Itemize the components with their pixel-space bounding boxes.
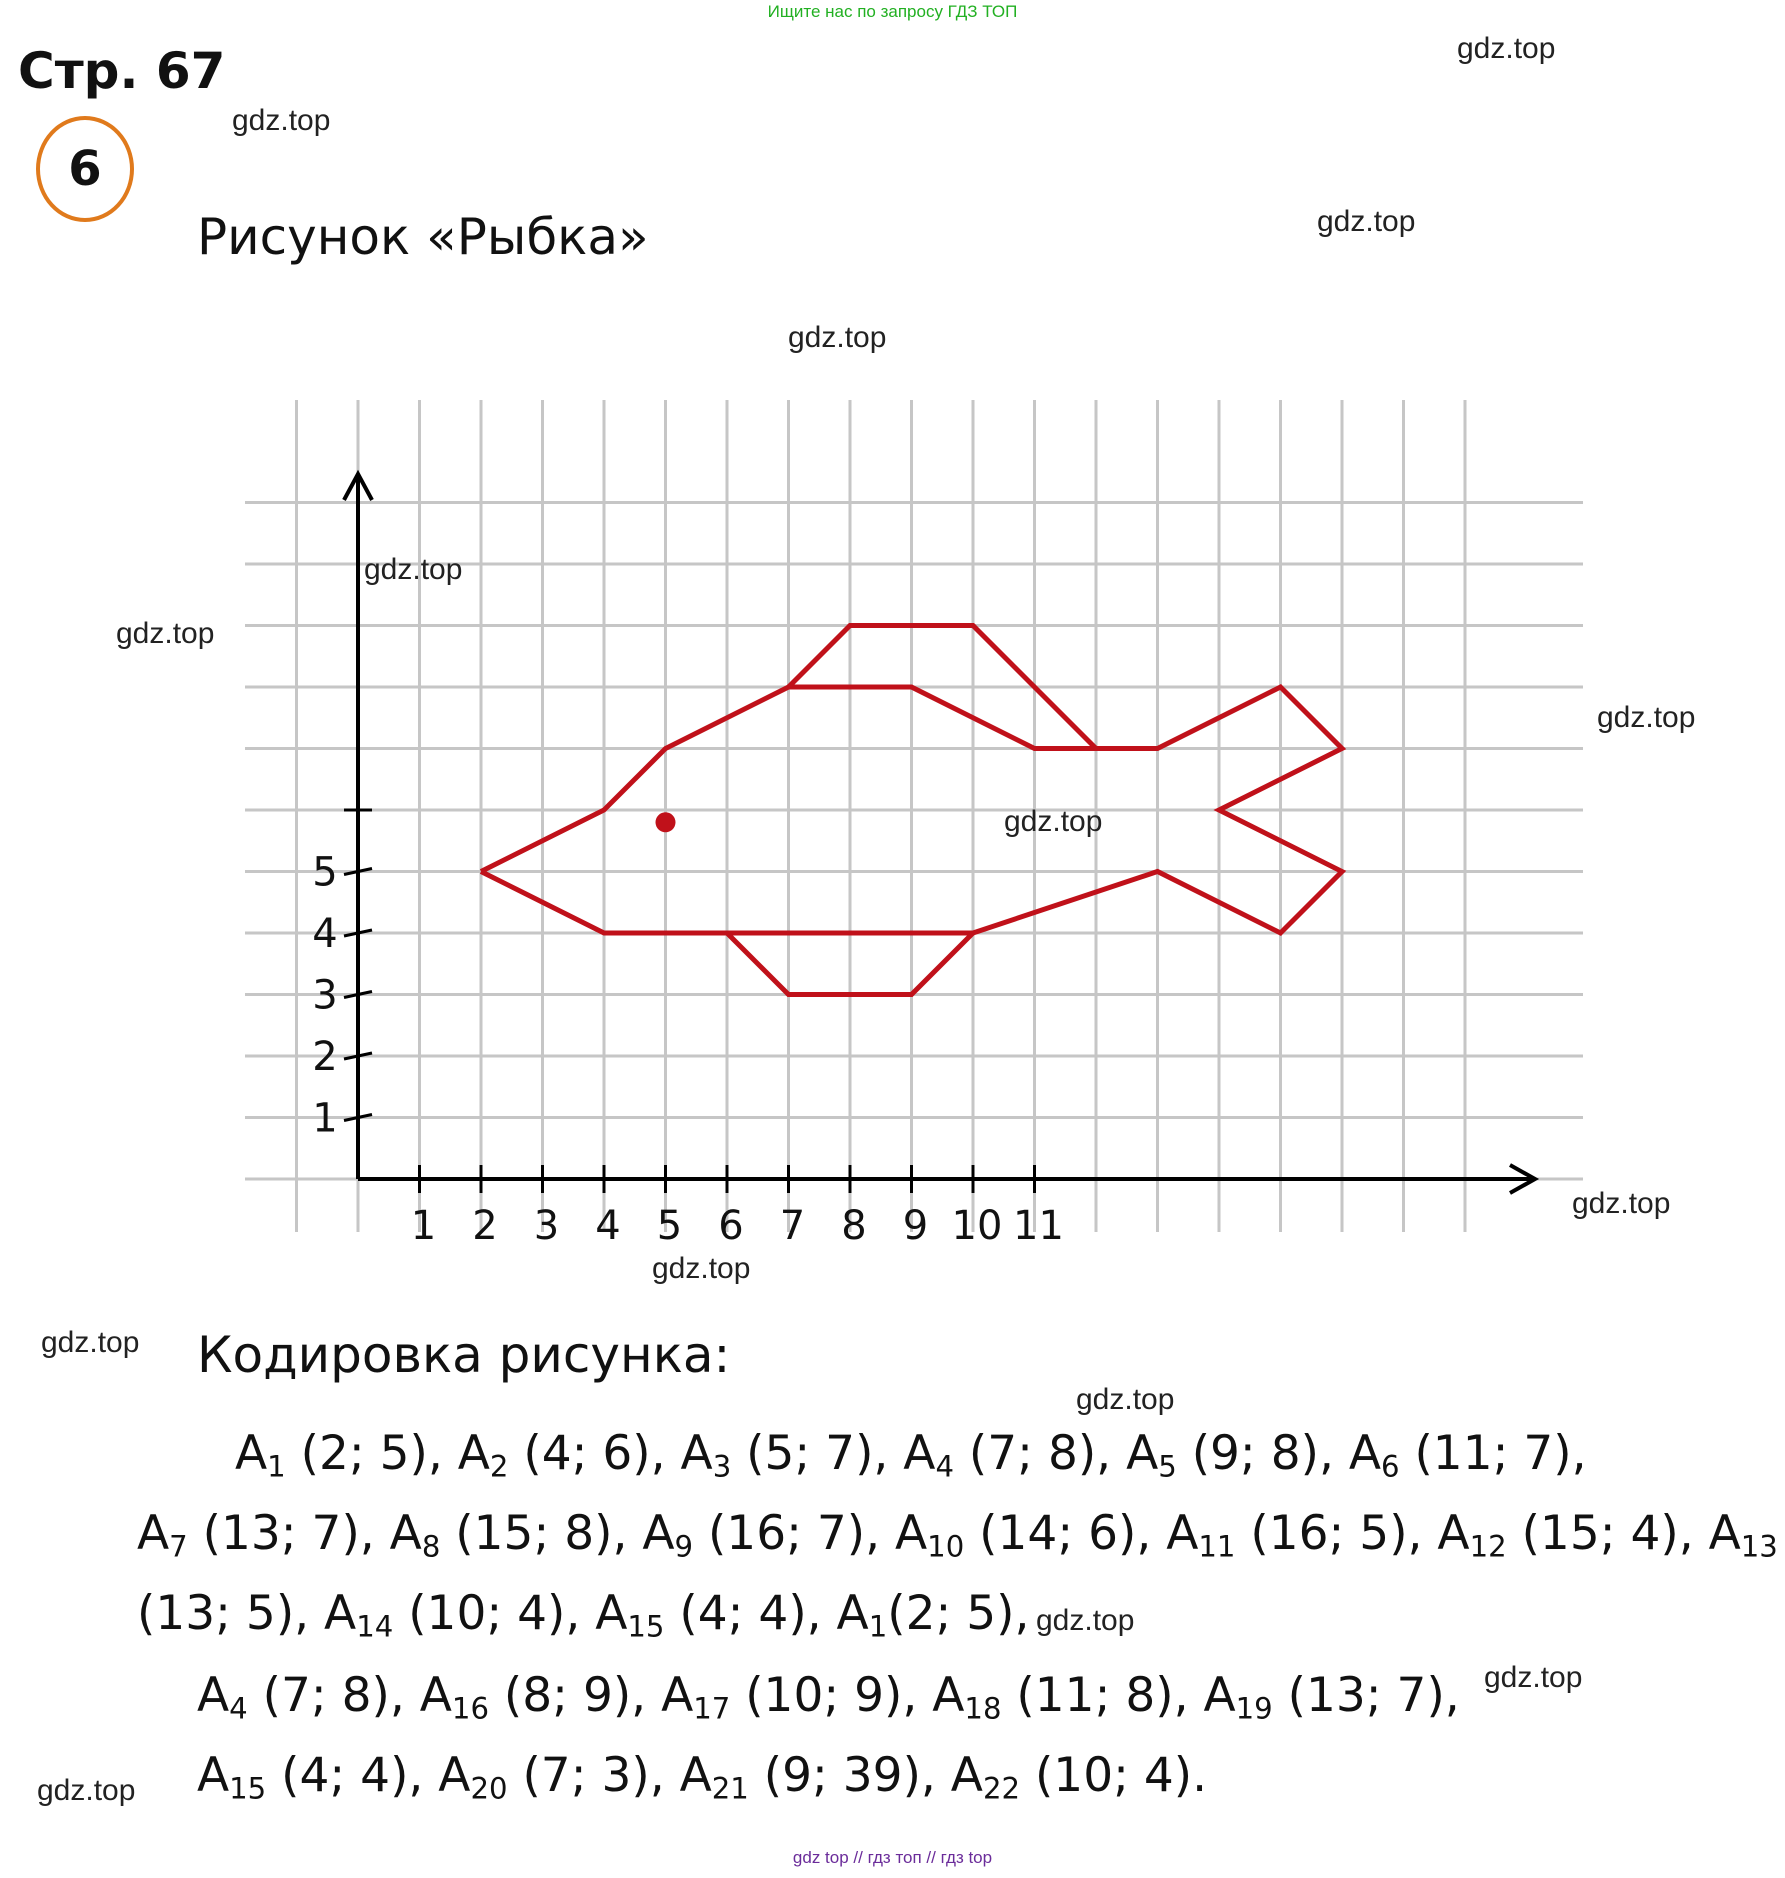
- point-code: $A_{13}$: [1708, 1506, 1778, 1564]
- point-code: $A_{14}$ (10; 4),: [324, 1586, 596, 1644]
- page-title: Стр. 67: [18, 42, 226, 100]
- point-code: $A_2$ (4; 6),: [457, 1426, 681, 1484]
- coding-line-4: [197, 1668, 1460, 1726]
- point-code: $A_3$ (5; 7),: [680, 1426, 904, 1484]
- y-tick-label: 2: [312, 1034, 338, 1080]
- watermark: gdz.top: [116, 617, 215, 650]
- axis-ticks: [312, 810, 1064, 1249]
- x-tick-label: 1: [410, 1203, 437, 1249]
- watermark: gdz.top: [1572, 1187, 1671, 1220]
- x-tick-label: 6: [718, 1203, 744, 1249]
- watermark: gdz.top: [232, 104, 331, 137]
- footer-banner: gdz top // гдз топ // гдз top: [792, 1848, 993, 1867]
- watermark: gdz.top: [1076, 1383, 1175, 1416]
- point-code: $A_1$ (2; 5),: [235, 1426, 458, 1484]
- watermark: gdz.top: [1484, 1661, 1583, 1694]
- point-code: $A_{11}$ (16; 5),: [1166, 1506, 1438, 1564]
- grid: [245, 400, 1583, 1232]
- y-tick-label: 5: [312, 849, 338, 896]
- point-code: $A_{17}$ (10; 9),: [661, 1668, 933, 1726]
- figure-title: Рисунок «Рыбка»: [197, 208, 649, 266]
- point-code: $A_8$ (15; 8),: [389, 1506, 643, 1564]
- y-tick-label: 3: [312, 972, 338, 1019]
- point-code: $A_7$ (13; 7),: [137, 1506, 390, 1564]
- point-code: $A_1(2$; 5),: [836, 1586, 1030, 1644]
- point-code: $A_{21}$ (9; 39),: [679, 1748, 951, 1806]
- task-number: 6: [68, 141, 102, 197]
- point-code: $A_{20}$ (7; 3),: [438, 1748, 680, 1806]
- point-code: $A_{16}$ (8; 9),: [419, 1668, 662, 1726]
- watermark: gdz.top: [364, 553, 463, 586]
- x-tick-label: 2: [472, 1203, 498, 1249]
- point-code: $A_{22}$ (10; 4).: [950, 1748, 1208, 1806]
- watermark: gdz.top: [1597, 701, 1696, 734]
- watermark: gdz.top: [652, 1252, 751, 1285]
- point-code: $A_{15}$ (4; 4),: [595, 1586, 837, 1644]
- x-tick-label: 3: [533, 1203, 560, 1249]
- coding-block: [0, 1426, 1785, 1826]
- watermark: gdz.top: [1317, 205, 1416, 238]
- watermark: gdz.top: [788, 321, 887, 354]
- fish-graph: [0, 400, 1785, 1250]
- x-tick-label: 10: [951, 1203, 1003, 1249]
- point-code: (13; 5),: [137, 1586, 325, 1641]
- point-code: $A_{12}$ (15; 4),: [1437, 1506, 1709, 1564]
- point-code: $A_{19}$ (13; 7),: [1203, 1668, 1460, 1726]
- axes: [344, 474, 1535, 1193]
- y-tick-label: 4: [312, 911, 338, 957]
- point-code: $A_{10}$ (14; 6),: [895, 1506, 1167, 1564]
- coding-line-2: [137, 1506, 1778, 1564]
- x-tick-label: 11: [1013, 1203, 1064, 1249]
- point-code: $A_6$ (11; 7),: [1348, 1426, 1587, 1484]
- search-banner: Ищите нас по запросу ГДЗ ТОП: [767, 2, 1018, 21]
- x-tick-label: 4: [595, 1203, 621, 1249]
- coding-title: Кодировка рисунка:: [197, 1326, 731, 1384]
- coding-line-1: [235, 1426, 1587, 1484]
- point-code: $A_{18}$ (11; 8),: [932, 1668, 1204, 1726]
- watermark: gdz.top: [1004, 805, 1103, 838]
- point-code: $A_5$ (9; 8),: [1126, 1426, 1349, 1484]
- coding-line-5: [197, 1748, 1208, 1806]
- y-tick-label: 1: [312, 1095, 338, 1142]
- x-tick-label: 5: [656, 1203, 683, 1249]
- watermark: gdz.top: [1457, 32, 1556, 65]
- point-code: $A_{15}$ (4; 4),: [197, 1748, 439, 1806]
- x-tick-label: 9: [902, 1203, 929, 1249]
- watermark: gdz.top: [1036, 1604, 1135, 1637]
- watermark: gdz.top: [37, 1774, 136, 1807]
- task-number-badge: [36, 116, 134, 222]
- point-code: $A_4$ (7; 8),: [903, 1426, 1127, 1484]
- x-tick-label: 7: [779, 1203, 806, 1249]
- watermark: gdz.top: [41, 1326, 140, 1359]
- x-tick-label: 8: [841, 1203, 867, 1249]
- point-code: $A_9$ (16; 7),: [642, 1506, 896, 1564]
- fish-eye: [656, 812, 676, 832]
- point-code: $A_4$ (7; 8),: [197, 1668, 420, 1726]
- coding-line-3: [137, 1586, 1030, 1644]
